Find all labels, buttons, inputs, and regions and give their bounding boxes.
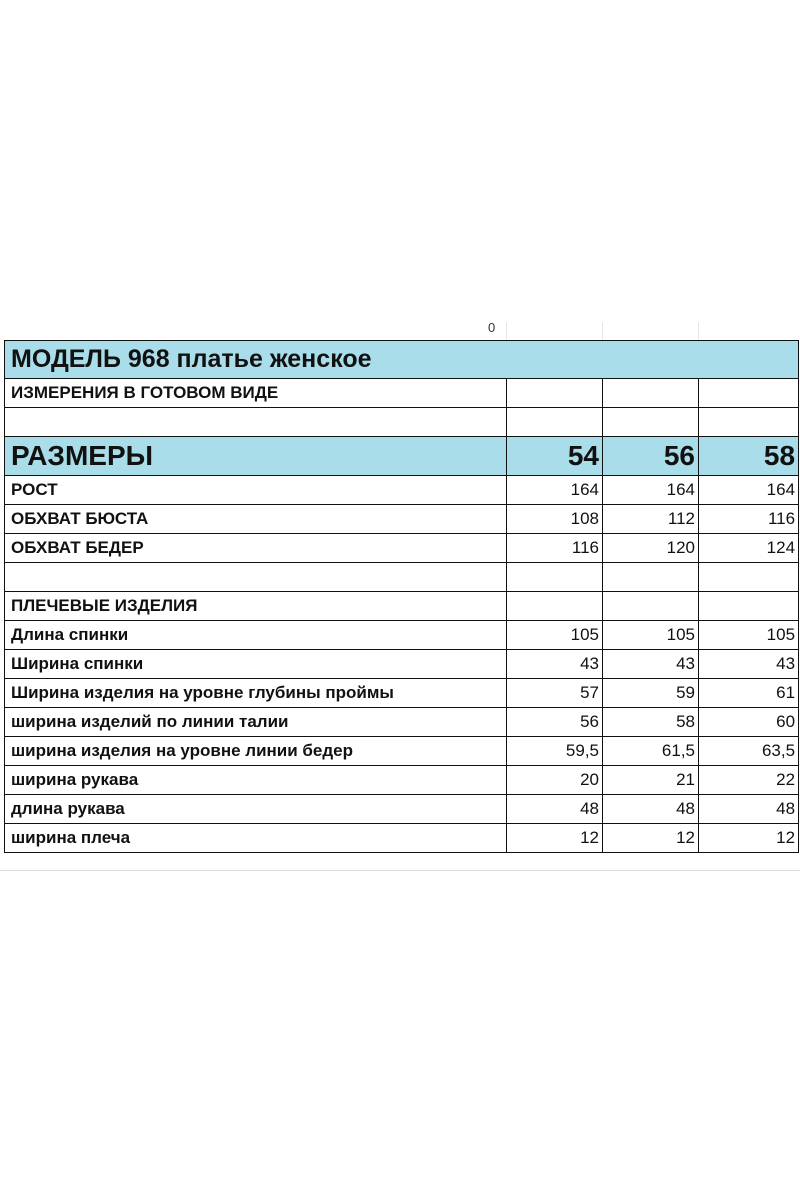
section-label: ПЛЕЧЕВЫЕ ИЗДЕЛИЯ [5, 592, 507, 621]
sizes-label: РАЗМЕРЫ [5, 437, 507, 476]
row-value: 112 [603, 505, 699, 534]
row-value: 48 [507, 795, 603, 824]
blank-row [5, 408, 799, 437]
row-label: Ширина спинки [5, 650, 507, 679]
sheet-bottom-edge [0, 870, 800, 874]
row-value: 57 [507, 679, 603, 708]
row-value: 58 [603, 708, 699, 737]
row-value: 43 [699, 650, 799, 679]
row-value: 43 [603, 650, 699, 679]
size-chart-sheet [0, 322, 800, 853]
stub-mark: 0 [488, 320, 496, 335]
row-value: 21 [603, 766, 699, 795]
table-title: МОДЕЛЬ 968 платье женское [5, 341, 799, 379]
row-value: 12 [699, 824, 799, 853]
row-label: ширина плеча [5, 824, 507, 853]
sizes-header-row [5, 437, 799, 476]
row-value: 63,5 [699, 737, 799, 766]
table-row [5, 824, 799, 853]
size-header-cell: 56 [603, 437, 699, 476]
table-row [5, 505, 799, 534]
row-value: 12 [603, 824, 699, 853]
row-label: Ширина изделия на уровне глубины проймы [5, 679, 507, 708]
row-value: 12 [507, 824, 603, 853]
row-value: 105 [603, 621, 699, 650]
sheet-top-stub [0, 322, 800, 340]
row-label: Длина спинки [5, 621, 507, 650]
row-value: 164 [699, 476, 799, 505]
table-row [5, 737, 799, 766]
title-row [5, 341, 799, 379]
row-value: 43 [507, 650, 603, 679]
row-label: ОБХВАТ БЕДЕР [5, 534, 507, 563]
table-row [5, 621, 799, 650]
row-label: ширина рукава [5, 766, 507, 795]
row-label: длина рукава [5, 795, 507, 824]
row-value: 20 [507, 766, 603, 795]
section-header-row [5, 592, 799, 621]
row-value: 22 [699, 766, 799, 795]
blank-row [5, 563, 799, 592]
row-label: РОСТ [5, 476, 507, 505]
size-header-cell: 54 [507, 437, 603, 476]
table-subtitle: ИЗМЕРЕНИЯ В ГОТОВОМ ВИДЕ [5, 379, 507, 408]
table-row [5, 708, 799, 737]
row-value: 59 [603, 679, 699, 708]
table-row [5, 679, 799, 708]
table-row [5, 795, 799, 824]
row-value: 116 [507, 534, 603, 563]
row-label: ширина изделия на уровне линии бедер [5, 737, 507, 766]
table-row [5, 534, 799, 563]
row-label: ширина изделий по линии талии [5, 708, 507, 737]
size-table [4, 340, 799, 853]
row-value: 61,5 [603, 737, 699, 766]
row-value: 48 [699, 795, 799, 824]
row-value: 105 [507, 621, 603, 650]
row-value: 59,5 [507, 737, 603, 766]
row-value: 105 [699, 621, 799, 650]
table-row [5, 476, 799, 505]
table-row [5, 766, 799, 795]
row-value: 116 [699, 505, 799, 534]
row-value: 164 [603, 476, 699, 505]
row-value: 56 [507, 708, 603, 737]
row-value: 108 [507, 505, 603, 534]
row-value: 120 [603, 534, 699, 563]
row-label: ОБХВАТ БЮСТА [5, 505, 507, 534]
row-value: 48 [603, 795, 699, 824]
row-value: 61 [699, 679, 799, 708]
row-value: 124 [699, 534, 799, 563]
row-value: 60 [699, 708, 799, 737]
subtitle-row [5, 379, 799, 408]
table-row [5, 650, 799, 679]
row-value: 164 [507, 476, 603, 505]
size-header-cell: 58 [699, 437, 799, 476]
